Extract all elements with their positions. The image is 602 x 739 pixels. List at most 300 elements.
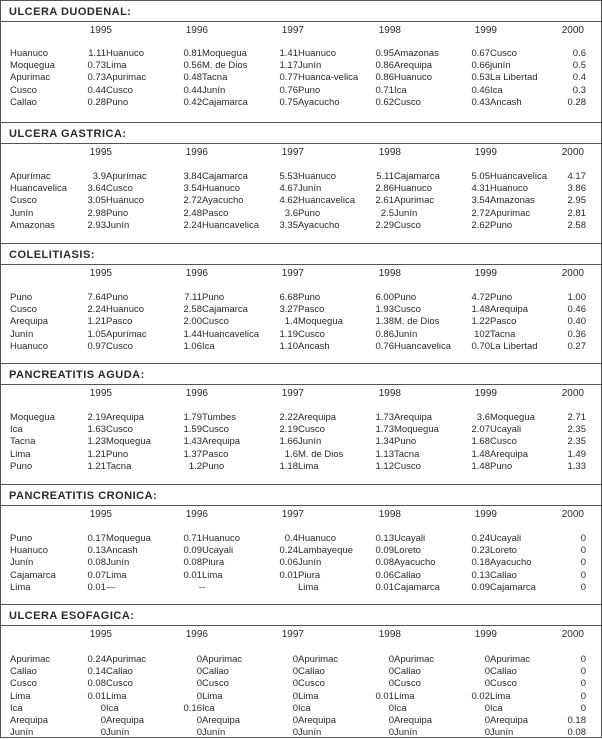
table-cell <box>202 461 298 473</box>
rate-value: 0 <box>484 666 490 678</box>
table-cell <box>106 183 202 195</box>
rate-value: 0.14 <box>87 666 106 678</box>
table-cell <box>202 703 298 715</box>
rows <box>1 654 601 739</box>
rate-value: 1.44 <box>183 328 202 340</box>
table-row <box>1 220 601 232</box>
rate-value: 0.08 <box>87 678 106 690</box>
region-name: Cajamarca <box>10 569 56 581</box>
table-row <box>1 703 601 715</box>
region-name: Cusco <box>202 424 229 436</box>
rate-value: 2.22 <box>279 412 298 423</box>
rate-value: 1.23 <box>87 436 106 448</box>
rate-value: 0 <box>388 678 394 690</box>
table-row <box>1 557 601 569</box>
rate-value: 2.19 <box>279 424 298 436</box>
table-cell <box>202 208 298 220</box>
region-name: Cusco <box>202 678 229 690</box>
region-name: Moquegua <box>298 316 343 328</box>
region-name: Junín <box>490 727 514 739</box>
rate-value: 0.06 <box>375 569 394 581</box>
table-cell <box>106 85 202 97</box>
table-cell <box>106 48 202 60</box>
rate-value: 0 <box>580 666 586 678</box>
section-title: COLELITIASIS: <box>9 249 95 261</box>
table-row <box>1 461 601 473</box>
table-cell <box>202 678 298 690</box>
table-cell <box>394 715 490 727</box>
rate-value: 1.73 <box>375 412 394 423</box>
region-name: Huancavelica <box>490 171 548 182</box>
table-cell <box>10 570 106 582</box>
table-cell <box>394 72 490 84</box>
region-name: Puno <box>106 96 129 108</box>
table-cell <box>106 436 202 448</box>
region-name: Ucayali <box>490 424 522 436</box>
year-label: 1998 <box>378 147 401 158</box>
rate-value: 0.48 <box>183 72 202 84</box>
table-cell <box>298 48 394 60</box>
year-label: 1997 <box>281 509 304 520</box>
rate-value: 0.18 <box>567 714 586 726</box>
table-cell <box>202 171 298 183</box>
table-cell <box>490 533 586 545</box>
rate-value: 5.05 <box>471 171 490 182</box>
table-cell <box>298 582 394 594</box>
table-cell <box>490 582 586 594</box>
rate-value: 6.00 <box>375 292 394 303</box>
rate-value: 0.95 <box>375 48 394 59</box>
table-cell <box>490 171 586 183</box>
region-name: Huanuco <box>10 340 49 352</box>
rate-value: 0 <box>292 654 298 665</box>
region-name: Arequipa <box>490 304 529 316</box>
table-cell <box>202 183 298 195</box>
table-cell <box>490 461 586 473</box>
region-name: Junín <box>10 557 34 569</box>
table-cell <box>394 292 490 304</box>
section-3 <box>1 363 601 485</box>
rate-value: 5.11 <box>376 171 394 182</box>
table-cell <box>490 329 586 341</box>
rate-value: 0 <box>484 702 490 714</box>
region-name: Lima <box>298 460 319 472</box>
rate-value: 0 <box>196 666 202 678</box>
region-name: Callao <box>10 96 37 108</box>
year-label: 1998 <box>378 25 401 36</box>
table-row <box>1 678 601 690</box>
table-cell <box>394 48 490 60</box>
region-name: Lima <box>202 690 223 702</box>
rate-value: 0.67 <box>471 48 490 59</box>
rate-value: 2.71 <box>567 412 586 423</box>
table-cell <box>490 424 586 436</box>
region-name: Ancash <box>490 96 522 108</box>
rate-value: 0.5 <box>572 60 586 72</box>
section-1 <box>1 122 601 244</box>
year-label: 1995 <box>89 509 112 520</box>
rate-value: 0 <box>196 714 202 726</box>
table-row <box>1 195 601 207</box>
region-name: Ica <box>394 84 407 96</box>
rate-value: 0.09 <box>183 545 202 557</box>
table-row <box>1 292 601 304</box>
table-cell <box>490 666 586 678</box>
region-name: Lima <box>10 448 31 460</box>
year-label: 1997 <box>281 25 304 36</box>
table-cell <box>106 72 202 84</box>
table-cell <box>10 449 106 461</box>
table-row <box>1 666 601 678</box>
table-cell <box>10 412 106 424</box>
rate-value: 0.01 <box>87 690 106 702</box>
table-row <box>1 48 601 60</box>
rate-value: 1.21 <box>87 448 106 460</box>
region-name: Apurimac <box>394 195 435 207</box>
region-name: Junín <box>10 727 34 739</box>
rate-value: 0.13 <box>87 545 106 557</box>
rate-value: 2.5 <box>380 207 394 219</box>
region-name: Puno <box>202 460 225 472</box>
table-cell <box>490 220 586 232</box>
year-label: 2000 <box>561 147 584 158</box>
table-cell <box>298 678 394 690</box>
table-cell <box>10 72 106 84</box>
table-cell <box>490 545 586 557</box>
region-name: Arequipa <box>298 412 337 423</box>
region-name: Cusco <box>106 84 133 96</box>
table-cell <box>490 715 586 727</box>
region-name: Lima <box>298 690 319 702</box>
region-name: Huanuco <box>106 195 145 207</box>
table-cell <box>10 195 106 207</box>
table-cell <box>298 533 394 545</box>
table-cell <box>298 208 394 220</box>
region-name: Ica <box>202 702 215 714</box>
rate-value: 1.21 <box>87 460 106 472</box>
year-label: 1998 <box>378 268 401 279</box>
table-cell <box>202 436 298 448</box>
rate-value: 0 <box>484 654 490 665</box>
region-name: Ica <box>202 340 215 352</box>
table-cell <box>490 97 586 109</box>
region-name: Apurímac <box>106 328 147 340</box>
table-cell <box>10 220 106 232</box>
rate-value: 0.24 <box>279 545 298 557</box>
table-cell <box>394 208 490 220</box>
rate-value: 0 <box>580 654 586 665</box>
table-cell <box>298 316 394 328</box>
table-cell <box>394 654 490 666</box>
table-cell <box>490 449 586 461</box>
table-cell <box>394 557 490 569</box>
rate-value: 1.73 <box>375 424 394 436</box>
year-label: 1999 <box>474 25 497 36</box>
rate-value: 0.44 <box>87 84 106 96</box>
table-cell <box>10 329 106 341</box>
region-name: Puno <box>394 436 417 448</box>
region-name: Cusco <box>394 219 421 231</box>
table-cell <box>106 715 202 727</box>
rate-value: 2.61 <box>375 195 394 207</box>
rate-value: 2.62 <box>471 219 490 231</box>
table-cell <box>10 533 106 545</box>
table-cell <box>106 533 202 545</box>
rate-value: 0.06 <box>279 557 298 569</box>
table-cell <box>106 557 202 569</box>
region-name: Moquegua <box>106 533 151 544</box>
rate-value: 0.09 <box>471 581 490 593</box>
region-name: Junín <box>394 207 418 219</box>
rate-value: 2.29 <box>375 219 394 231</box>
region-name: Apurimac <box>394 654 435 665</box>
table-cell <box>10 183 106 195</box>
rate-value: 0.76 <box>375 340 394 352</box>
rate-value: 0 <box>292 690 298 702</box>
table-cell <box>298 461 394 473</box>
region-name: Puno <box>490 460 513 472</box>
region-name: Puno <box>298 84 321 96</box>
region-name: Tacna <box>394 448 420 460</box>
region-name: Tacna <box>10 436 36 448</box>
region-name: Cajamarca <box>202 96 248 108</box>
year-label: 1999 <box>474 147 497 158</box>
region-name: Lima <box>10 581 31 593</box>
table-cell <box>106 292 202 304</box>
rate-value: 4.72 <box>471 292 490 303</box>
region-name: Ayacucho <box>490 557 532 569</box>
rate-value: 2.58 <box>183 304 202 316</box>
table-row <box>1 304 601 316</box>
table-cell <box>10 461 106 473</box>
rate-value: 0.24 <box>471 533 490 544</box>
table-cell <box>106 678 202 690</box>
rate-value: 0.73 <box>87 72 106 84</box>
table-cell <box>490 678 586 690</box>
rate-value: 1.41 <box>279 48 298 59</box>
region-name: Amazonas <box>490 195 535 207</box>
region-name: M. de Dios <box>202 60 248 72</box>
table-cell <box>10 48 106 60</box>
rate-value: 2.95 <box>567 195 586 207</box>
rate-value: 3.6 <box>476 412 490 423</box>
rate-value: 0.13 <box>471 569 490 581</box>
region-name: Huanuco <box>298 171 337 182</box>
rate-value: 0.27 <box>567 340 586 352</box>
region-name: Lima <box>202 569 223 581</box>
rate-value: 0 <box>484 727 490 739</box>
table-cell <box>106 666 202 678</box>
rate-value: 0 <box>196 678 202 690</box>
table-cell <box>298 329 394 341</box>
table-row <box>1 412 601 424</box>
year-header <box>1 388 601 400</box>
region-name: Huanuco <box>10 545 49 557</box>
region-name: Apurimac <box>10 654 51 665</box>
table-cell <box>10 341 106 353</box>
table-row <box>1 60 601 72</box>
rate-value: 0 <box>388 702 394 714</box>
region-name: Cusco <box>490 436 517 448</box>
region-name: Ica <box>490 702 503 714</box>
table-cell <box>10 436 106 448</box>
rate-value: 1.37 <box>183 448 202 460</box>
table-cell <box>106 60 202 72</box>
rate-value: 0.97 <box>87 340 106 352</box>
table-cell <box>10 727 106 739</box>
table-cell <box>394 424 490 436</box>
rate-value: 0.6 <box>572 48 586 59</box>
rate-value: 0.4 <box>572 72 586 84</box>
rate-value: 2.98 <box>87 207 106 219</box>
table-cell <box>394 60 490 72</box>
rate-value: 0.46 <box>471 84 490 96</box>
table-row <box>1 582 601 594</box>
table-cell <box>490 557 586 569</box>
rate-value: 4.62 <box>279 195 298 207</box>
region-name: Lima <box>394 690 415 702</box>
rate-value: 1.05 <box>87 328 106 340</box>
table-cell <box>202 316 298 328</box>
region-name: Puno <box>394 292 417 303</box>
table-cell <box>202 304 298 316</box>
table-cell <box>106 424 202 436</box>
table-cell <box>298 654 394 666</box>
rate-value: 0.44 <box>183 84 202 96</box>
year-header <box>1 268 601 280</box>
table-cell <box>394 195 490 207</box>
table-cell <box>10 557 106 569</box>
rate-value: 1.43 <box>183 436 202 448</box>
table-cell <box>202 533 298 545</box>
region-name: M. de Dios <box>298 448 344 460</box>
region-name: Huanca-velica <box>298 72 359 84</box>
region-name: Arequipa <box>490 714 529 726</box>
region-name: Ucayali <box>490 533 522 544</box>
region-name: Cusco <box>298 678 325 690</box>
table-cell <box>490 412 586 424</box>
rate-value: 0 <box>100 714 106 726</box>
table-cell <box>490 72 586 84</box>
rate-value: 0.17 <box>87 533 106 544</box>
rate-value: 1.22 <box>471 316 490 328</box>
rate-value: 2.86 <box>375 183 394 195</box>
section-title: ULCERA DUODENAL: <box>9 6 132 18</box>
table-cell <box>202 691 298 703</box>
rate-value: 1.11 <box>88 48 106 59</box>
rate-value: 1.48 <box>471 304 490 316</box>
region-name: Junín <box>202 727 226 739</box>
table-cell <box>202 424 298 436</box>
table-cell <box>298 292 394 304</box>
region-name: La Libertad <box>490 340 538 352</box>
table-cell <box>106 304 202 316</box>
table-cell <box>10 292 106 304</box>
table-cell <box>106 654 202 666</box>
region-name: Lima <box>106 690 127 702</box>
rate-value: 0.56 <box>183 60 202 72</box>
region-name: Moquegua <box>10 60 55 72</box>
rate-value: 1.48 <box>471 448 490 460</box>
region-name: Cusco <box>10 304 37 316</box>
table-cell <box>202 72 298 84</box>
rate-value: 0 <box>580 569 586 581</box>
table-cell <box>202 654 298 666</box>
region-name: Cusco <box>106 183 133 195</box>
table-row <box>1 570 601 582</box>
rate-value: 0 <box>388 727 394 739</box>
region-name: Moquegua <box>202 48 247 59</box>
header-rule <box>1 143 601 144</box>
rate-value: 0.16 <box>183 702 202 714</box>
table-cell <box>394 461 490 473</box>
table-cell <box>106 570 202 582</box>
table-cell <box>106 195 202 207</box>
rate-value: 3.27 <box>279 304 298 316</box>
table-cell <box>10 316 106 328</box>
year-label: 1999 <box>474 388 497 399</box>
region-name: Arequipa <box>202 714 241 726</box>
region-name: Ica <box>490 84 503 96</box>
table-row <box>1 97 601 109</box>
table-cell <box>106 703 202 715</box>
region-name: Cusco <box>298 328 325 340</box>
region-name: Lima <box>490 690 511 702</box>
region-name: Junín <box>394 727 418 739</box>
table-cell <box>298 412 394 424</box>
rate-value: 3.6 <box>284 207 298 219</box>
region-name: Lambayeque <box>298 545 353 557</box>
table-cell <box>394 341 490 353</box>
table-cell <box>394 329 490 341</box>
table-cell <box>394 533 490 545</box>
rate-value: 2.24 <box>87 304 106 316</box>
rate-value: 1.17 <box>279 60 298 72</box>
table-cell <box>202 341 298 353</box>
table-cell <box>10 691 106 703</box>
region-name: Apurímac <box>106 171 147 182</box>
table-cell <box>490 727 586 739</box>
table-row <box>1 341 601 353</box>
table-row <box>1 691 601 703</box>
table-cell <box>394 412 490 424</box>
table-cell <box>298 666 394 678</box>
region-name: Pasco <box>490 316 517 328</box>
region-name: Tacna <box>202 72 228 84</box>
table-cell <box>202 292 298 304</box>
table-cell <box>394 582 490 594</box>
region-name: Junín <box>202 84 226 96</box>
table-cell <box>202 85 298 97</box>
region-name: Ayacucho <box>298 219 340 231</box>
region-name: Callao <box>490 569 517 581</box>
rate-value: 0.02 <box>471 690 490 702</box>
region-name: junín <box>490 60 511 72</box>
rate-value: 2.48 <box>183 207 202 219</box>
table-cell <box>202 715 298 727</box>
year-label: 1998 <box>378 388 401 399</box>
region-name: Loreto <box>490 545 517 557</box>
rows <box>1 171 601 232</box>
rate-value: 1.63 <box>87 424 106 436</box>
rate-value: 1.06 <box>183 340 202 352</box>
rate-value: 3.54 <box>471 195 490 207</box>
section-5 <box>1 604 601 738</box>
region-name: Ayacucho <box>298 96 340 108</box>
rate-value: 0.42 <box>183 96 202 108</box>
rate-value: 0 <box>580 557 586 569</box>
region-name: Piura <box>298 569 321 581</box>
